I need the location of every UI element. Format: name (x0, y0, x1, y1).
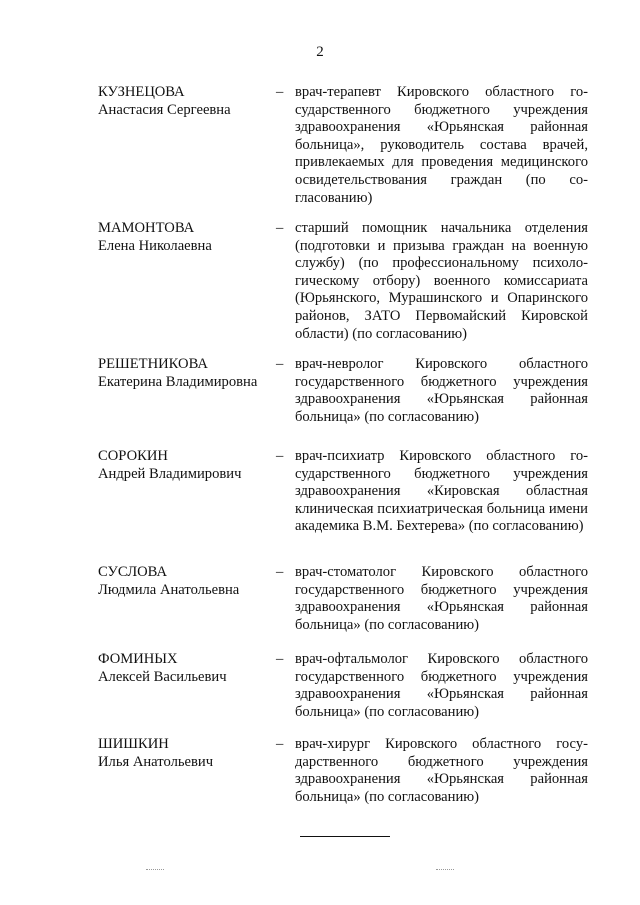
list-dash: – (276, 736, 284, 752)
member-role-text: врач-невролог Кировского областного государственного бюджетного учреждения здравоохранения «Юрьянская районная больница» (по согласованию) (295, 356, 588, 425)
member-role-text: врач-хирург Кировского областного государственного бюджетного учреждения здравоохранения «Юрьянская районная больница» (по согласованию) (295, 736, 588, 805)
member-name (98, 448, 276, 483)
member-role (276, 220, 588, 343)
member-role (276, 564, 588, 634)
list-dash: – (276, 651, 284, 667)
member-role (276, 356, 588, 426)
list-dash: – (276, 220, 284, 236)
page-number: 2 (316, 44, 324, 60)
member-role (276, 736, 588, 806)
member-name (98, 736, 276, 771)
member-surname: КУЗНЕЦОВА (98, 84, 185, 100)
member-given-names: Екатерина Владимировна (98, 373, 258, 390)
member-given-names: Андрей Владимирович (98, 465, 242, 482)
scan-artifact (436, 869, 454, 870)
member-surname: СУСЛОВА (98, 564, 168, 580)
list-dash: – (276, 356, 284, 372)
member-role-text: врач-стоматолог Кировского областного государственного бюджетного учреждения здравоохранения «Юрьянская районная больница» (по согласованию) (295, 564, 588, 633)
member-given-names: Илья Анатольевич (98, 753, 214, 770)
member-surname: МАМОНТОВА (98, 220, 195, 236)
member-role-text: врач-психиатр Кировского областного государственного бюджетного учреждения здравоохранения «Кировская областная клиническая психиатрическая больница имени академика В.М. Бехтерева» (по согласованию) (295, 448, 588, 535)
member-name (98, 356, 276, 391)
member-role-text: старший помощник начальника отделения (подготовки и призыва граждан на военную службу) (по профессиональному психологическому отбору) военного комиссариата (Юрьянского, Мурашинского и Опаринского районов, ЗАТО Первомайский Кировской области) (по согласованию) (295, 220, 588, 342)
member-name (98, 220, 276, 255)
list-dash: – (276, 84, 284, 100)
member-surname: РЕШЕТНИКОВА (98, 356, 208, 372)
member-given-names: Елена Николаевна (98, 237, 212, 254)
member-surname: ФОМИНЫХ (98, 651, 178, 667)
member-given-names: Анастасия Сергеевна (98, 101, 231, 118)
member-name (98, 84, 276, 119)
member-role (276, 651, 588, 721)
scan-artifact (146, 869, 164, 870)
list-dash: – (276, 448, 284, 464)
member-name (98, 564, 276, 599)
member-given-names: Алексей Васильевич (98, 668, 227, 685)
end-of-list-rule (300, 836, 390, 837)
member-role-text: врач-офтальмолог Кировского областного государственного бюджетного учреждения здравоохранения «Юрьянская районная больница» (по согласованию) (295, 651, 588, 720)
member-role (276, 84, 588, 207)
member-role (276, 448, 588, 536)
member-surname: ШИШКИН (98, 736, 169, 752)
member-name (98, 651, 276, 686)
list-dash: – (276, 564, 284, 580)
member-surname: СОРОКИН (98, 448, 168, 464)
member-role-text: врач-терапевт Кировского областного государственного бюджетного учреждения здравоохранения «Юрьянская районная больница», руководитель состава врачей, привлекаемых для проведения медицинского освидетельствования граждан (по согласованию) (295, 84, 588, 206)
member-given-names: Людмила Анатольевна (98, 581, 240, 598)
